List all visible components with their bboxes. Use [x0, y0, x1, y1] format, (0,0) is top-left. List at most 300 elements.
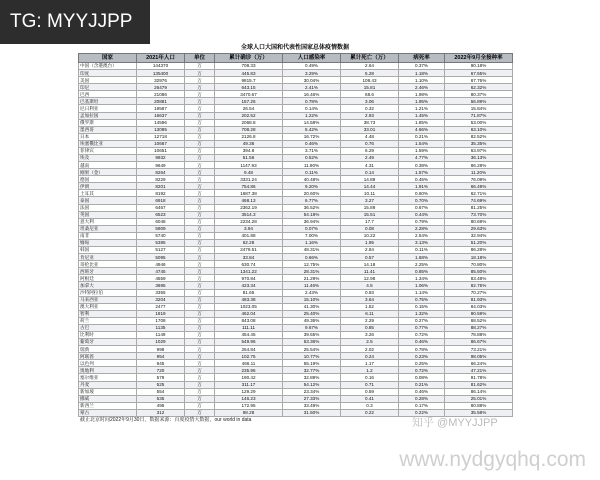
cell-country: 刚果（金）: [79, 169, 137, 176]
cell-unit: 万: [185, 324, 215, 331]
cell-fatality-rate: 0.38%: [399, 162, 445, 169]
cell-deaths: 2.5: [341, 339, 399, 346]
table-row: [79, 204, 513, 211]
cell-vaccination-rate: 66.24%: [445, 360, 513, 367]
cell-fatality-rate: 0.45%: [399, 176, 445, 183]
cell-unit: 万: [185, 275, 215, 282]
table-row: [79, 324, 513, 331]
cell-confirmed: 462.04: [215, 310, 283, 317]
cell-deaths: 4.31: [341, 162, 399, 169]
cell-confirmed: 190.42: [215, 374, 283, 381]
cell-unit: 万: [185, 133, 215, 140]
cell-population: 8201: [137, 183, 185, 190]
cell-deaths: 2.93: [341, 112, 399, 119]
cell-confirmed: 2362.19: [215, 204, 283, 211]
cell-fatality-rate: 4.77%: [399, 155, 445, 162]
cell-infection-rate: 20.60%: [283, 190, 341, 197]
cell-vaccination-rate: 88.27%: [445, 324, 513, 331]
cell-country: 葡萄牙: [79, 339, 137, 346]
cell-unit: 万: [185, 409, 215, 416]
cell-deaths: 2.29: [341, 317, 399, 324]
cell-vaccination-rate: 84.03%: [445, 303, 513, 310]
header-vaccination-rate: 2022年9月全接种率: [445, 54, 513, 63]
cell-country: 埃及: [79, 155, 137, 162]
cell-population: 26479: [137, 84, 185, 91]
cell-infection-rate: 2.41%: [283, 84, 341, 91]
table-row: [79, 310, 513, 317]
table-row: [79, 140, 513, 147]
cell-unit: 万: [185, 360, 215, 367]
table-row: [79, 91, 513, 98]
cell-infection-rate: 16.46%: [283, 91, 341, 98]
cell-confirmed: 9.48: [215, 169, 283, 176]
cell-unit: 万: [185, 84, 215, 91]
cell-infection-rate: 9.67%: [283, 324, 341, 331]
cell-population: 4946: [137, 261, 185, 268]
cell-population: 4559: [137, 275, 185, 282]
cell-unit: 万: [185, 239, 215, 246]
cell-vaccination-rate: 67.76%: [445, 77, 513, 84]
cell-population: 535: [137, 395, 185, 402]
cell-infection-rate: 0.11%: [283, 169, 341, 176]
cell-population: 6523: [137, 211, 185, 218]
cell-country: 肯尼亚: [79, 254, 137, 261]
table-row: [79, 296, 513, 303]
cell-vaccination-rate: 73.70%: [445, 211, 513, 218]
cell-deaths: 0.76: [341, 140, 399, 147]
cell-deaths: 0.41: [341, 395, 399, 402]
cell-deaths: 2.84: [341, 247, 399, 254]
cell-country: 印尼: [79, 84, 137, 91]
table-row: [79, 402, 513, 409]
cell-infection-rate: 7.00%: [283, 232, 341, 239]
cell-population: 5740: [137, 232, 185, 239]
cell-fatality-rate: 1.10%: [399, 77, 445, 84]
cell-confirmed: 3514.3: [215, 211, 283, 218]
cell-country: 以色列: [79, 360, 137, 367]
cell-country: 巴基斯坦: [79, 98, 137, 105]
cell-vaccination-rate: 90.59%: [445, 310, 513, 317]
cell-country: 阿根廷: [79, 275, 137, 282]
cell-fatality-rate: 3.13%: [399, 239, 445, 246]
cell-vaccination-rate: 86.67%: [445, 339, 513, 346]
cell-vaccination-rate: 70.80%: [445, 261, 513, 268]
cell-vaccination-rate: 15.84%: [445, 105, 513, 112]
cell-country: 印度: [79, 70, 137, 77]
cell-confirmed: 423.34: [215, 282, 283, 289]
table-row: [79, 155, 513, 162]
table-row: [79, 367, 513, 374]
cell-confirmed: 394.8: [215, 147, 283, 154]
cell-population: 554: [137, 388, 185, 395]
cell-fatality-rate: 0.46%: [399, 339, 445, 346]
cell-deaths: 3.06: [341, 98, 399, 105]
channel-tag: TG: MYYJJPP: [0, 0, 150, 44]
cell-country: 澳大利亚: [79, 303, 137, 310]
cell-fatality-rate: 1.95%: [399, 98, 445, 105]
cell-population: 2477: [137, 303, 185, 310]
cell-population: 1819: [137, 310, 185, 317]
table-title: 全球人口大国和代表性国家总体疫情数据: [240, 45, 349, 51]
table-row: [79, 331, 513, 338]
cell-confirmed: 311.17: [215, 381, 283, 388]
table-row: [79, 63, 513, 70]
cell-unit: 万: [185, 339, 215, 346]
cell-population: 19587: [137, 105, 185, 112]
cell-unit: 万: [185, 98, 215, 105]
cell-unit: 万: [185, 183, 215, 190]
cell-vaccination-rate: 63.10%: [445, 126, 513, 133]
table-row: [79, 395, 513, 402]
cell-deaths: 0.93: [341, 289, 399, 296]
cell-confirmed: 3.94: [215, 225, 283, 232]
cell-population: 1149: [137, 331, 185, 338]
table-row: [79, 317, 513, 324]
cell-confirmed: 98.28: [215, 409, 283, 416]
cell-deaths: 0.32: [341, 105, 399, 112]
table-row: [79, 239, 513, 246]
cell-fatality-rate: 0.70%: [399, 197, 445, 204]
cell-infection-rate: 32.77%: [283, 367, 341, 374]
header-fatality-rate: 病死率: [399, 54, 445, 63]
cell-population: 720: [137, 367, 185, 374]
cell-fatality-rate: 2.25%: [399, 261, 445, 268]
cell-fatality-rate: 0.79%: [399, 218, 445, 225]
cell-fatality-rate: 0.08%: [399, 374, 445, 381]
cell-confirmed: 1147.93: [215, 162, 283, 169]
cell-population: 3695: [137, 282, 185, 289]
cell-population: 1029: [137, 339, 185, 346]
cell-deaths: 10.22: [341, 232, 399, 239]
cell-infection-rate: 1.16%: [283, 239, 341, 246]
cell-fatality-rate: 0.28%: [399, 395, 445, 402]
cell-unit: 万: [185, 155, 215, 162]
cell-fatality-rate: 0.46%: [399, 388, 445, 395]
cell-vaccination-rate: 81.93%: [445, 296, 513, 303]
cell-vaccination-rate: 91.78%: [445, 374, 513, 381]
cell-fatality-rate: 0.23%: [399, 353, 445, 360]
cell-population: 9649: [137, 162, 185, 169]
cell-confirmed: 1341.22: [215, 268, 283, 275]
cell-population: 8264: [137, 169, 185, 176]
cell-country: 俄罗斯: [79, 119, 137, 126]
cell-infection-rate: 23.34%: [283, 388, 341, 395]
epidemic-table: [78, 53, 513, 417]
cell-country: 缅甸: [79, 239, 137, 246]
table-row: [79, 289, 513, 296]
cell-fatality-rate: 0.72%: [399, 367, 445, 374]
cell-fatality-rate: 0.37%: [399, 63, 445, 70]
cell-fatality-rate: 0.67%: [399, 204, 445, 211]
cell-country: 中国（含港澳台）: [79, 63, 137, 70]
cell-deaths: 0.85: [341, 324, 399, 331]
cell-unit: 万: [185, 261, 215, 268]
cell-vaccination-rate: 82.52%: [445, 133, 513, 140]
cell-country: 比利时: [79, 331, 137, 338]
cell-infection-rate: 14.58%: [283, 119, 341, 126]
cell-unit: 万: [185, 296, 215, 303]
cell-vaccination-rate: 76.09%: [445, 176, 513, 183]
table-row: [79, 261, 513, 268]
cell-infection-rate: 11.46%: [283, 282, 341, 289]
cell-infection-rate: 9.20%: [283, 183, 341, 190]
cell-deaths: 0.08: [341, 225, 399, 232]
cell-population: 312: [137, 409, 185, 416]
cell-fatality-rate: 1.21%: [399, 105, 445, 112]
cell-deaths: 15.51: [341, 211, 399, 218]
cell-unit: 万: [185, 211, 215, 218]
cell-confirmed: 254.84: [215, 346, 283, 353]
cell-population: 525: [137, 381, 185, 388]
cell-deaths: 0.22: [341, 409, 399, 416]
cell-infection-rate: 32.89%: [283, 374, 341, 381]
cell-vaccination-rate: 62.71%: [445, 190, 513, 197]
cell-confirmed: 1023.05: [215, 303, 283, 310]
cell-vaccination-rate: 80.88%: [445, 402, 513, 409]
cell-confirmed: 172.95: [215, 402, 283, 409]
cell-infection-rate: 25.54%: [283, 346, 341, 353]
cell-population: 8192: [137, 190, 185, 197]
cell-fatality-rate: 0.25%: [399, 360, 445, 367]
cell-unit: 万: [185, 303, 215, 310]
cell-vaccination-rate: 67.55%: [445, 70, 513, 77]
cell-unit: 万: [185, 254, 215, 261]
cell-deaths: 15.81: [341, 84, 399, 91]
footnote: 截止北京时间2022年9月30日，数据来源：百度疫情大数据，our world in data: [80, 416, 252, 423]
header-infection-rate: 人口感染率: [283, 54, 341, 63]
table-row: [79, 303, 513, 310]
cell-country: 瑞典: [79, 346, 137, 353]
cell-confirmed: 102.75: [215, 353, 283, 360]
cell-infection-rate: 53.36%: [283, 339, 341, 346]
cell-confirmed: 235.95: [215, 367, 283, 374]
cell-confirmed: 62.28: [215, 239, 283, 246]
cell-confirmed: 33.84: [215, 254, 283, 261]
cell-confirmed: 9815.7: [215, 77, 283, 84]
cell-vaccination-rate: 81.62%: [445, 381, 513, 388]
cell-deaths: 6.11: [341, 310, 399, 317]
table-row: [79, 183, 513, 190]
cell-unit: 万: [185, 310, 215, 317]
cell-vaccination-rate: 36.13%: [445, 155, 513, 162]
cell-infection-rate: 0.66%: [283, 254, 341, 261]
cell-unit: 万: [185, 70, 215, 77]
cell-population: 579: [137, 374, 185, 381]
cell-country: 越南: [79, 162, 137, 169]
cell-vaccination-rate: 86.28%: [445, 162, 513, 169]
cell-deaths: 5.28: [341, 70, 399, 77]
cell-confirmed: 129.29: [215, 388, 283, 395]
cell-unit: 万: [185, 197, 215, 204]
cell-fatality-rate: 0.22%: [399, 409, 445, 416]
cell-vaccination-rate: 82.75%: [445, 282, 513, 289]
cell-infection-rate: 10.77%: [283, 353, 341, 360]
cell-deaths: 2.64: [341, 63, 399, 70]
cell-confirmed: 708.33: [215, 63, 283, 70]
cell-fatality-rate: 1.32%: [399, 310, 445, 317]
table-row: [79, 388, 513, 395]
cell-population: 1708: [137, 317, 185, 324]
cell-population: 32976: [137, 77, 185, 84]
table-row: [79, 218, 513, 225]
cell-deaths: 14.89: [341, 176, 399, 183]
cell-vaccination-rate: 81.25%: [445, 204, 513, 211]
cell-country: 意大利: [79, 218, 137, 225]
table-row: [79, 119, 513, 126]
cell-fatality-rate: 1.98%: [399, 91, 445, 98]
cell-population: 3204: [137, 296, 185, 303]
cell-infection-rate: 1.22%: [283, 112, 341, 119]
cell-unit: 万: [185, 225, 215, 232]
cell-unit: 万: [185, 388, 215, 395]
cell-country: 巴西: [79, 91, 137, 98]
cell-vaccination-rate: 11.20%: [445, 169, 513, 176]
cell-country: 孟加拉国: [79, 112, 137, 119]
cell-fatality-rate: 2.28%: [399, 225, 445, 232]
table-row: [79, 105, 513, 112]
cell-unit: 万: [185, 126, 215, 133]
cell-fatality-rate: 1.85%: [399, 119, 445, 126]
cell-infection-rate: 33.49%: [283, 402, 341, 409]
cell-fatality-rate: 1.57%: [399, 169, 445, 176]
cell-infection-rate: 0.46%: [283, 140, 341, 147]
cell-unit: 万: [185, 147, 215, 154]
cell-deaths: 1.2: [341, 367, 399, 374]
table-row: [79, 70, 513, 77]
cell-fatality-rate: 0.85%: [399, 268, 445, 275]
cell-population: 8229: [137, 176, 185, 183]
cell-confirmed: 49.36: [215, 140, 283, 147]
table-row: [79, 374, 513, 381]
cell-unit: 万: [185, 381, 215, 388]
cell-country: 韩国: [79, 247, 137, 254]
cell-country: 美国: [79, 77, 137, 84]
cell-infection-rate: 3.71%: [283, 147, 341, 154]
cell-infection-rate: 5.42%: [283, 126, 341, 133]
cell-confirmed: 466.11: [215, 360, 283, 367]
table-row: [79, 275, 513, 282]
cell-infection-rate: 25.40%: [283, 310, 341, 317]
table-row: [79, 247, 513, 254]
cell-population: 5127: [137, 247, 185, 254]
cell-country: 尼日利亚: [79, 105, 137, 112]
table-row: [79, 254, 513, 261]
cell-unit: 万: [185, 353, 215, 360]
cell-fatality-rate: 1.54%: [399, 140, 445, 147]
cell-infection-rate: 31.50%: [283, 409, 341, 416]
cell-unit: 万: [185, 268, 215, 275]
cell-vaccination-rate: 83.48%: [445, 275, 513, 282]
table-row: [79, 112, 513, 119]
cell-unit: 万: [185, 190, 215, 197]
cell-country: 智利: [79, 310, 137, 317]
cell-population: 21086: [137, 91, 185, 98]
cell-vaccination-rate: 98.05%: [445, 353, 513, 360]
cell-fatality-rate: 0.77%: [399, 324, 445, 331]
cell-unit: 万: [185, 140, 215, 147]
cell-vaccination-rate: 80.69%: [445, 218, 513, 225]
cell-deaths: 1.52: [341, 303, 399, 310]
cell-unit: 万: [185, 346, 215, 353]
cell-infection-rate: 36.52%: [283, 204, 341, 211]
table-row: [79, 162, 513, 169]
watermark-inline: 知乎 @MYYJJPP: [412, 417, 498, 429]
table-row: [79, 346, 513, 353]
cell-deaths: 0.16: [341, 374, 399, 381]
cell-unit: 万: [185, 77, 215, 84]
cell-vaccination-rate: 85.50%: [445, 268, 513, 275]
cell-infection-rate: 40.48%: [283, 176, 341, 183]
cell-infection-rate: 0.52%: [283, 155, 341, 162]
cell-deaths: 2.02: [341, 346, 399, 353]
cell-infection-rate: 36.94%: [283, 218, 341, 225]
cell-population: 16637: [137, 112, 185, 119]
header-country: 国家: [79, 54, 137, 63]
cell-vaccination-rate: 51.20%: [445, 239, 513, 246]
cell-fatality-rate: 1.06%: [399, 282, 445, 289]
cell-country: 埃塞俄比亚: [79, 140, 137, 147]
header-population: 2021年人口: [137, 54, 185, 63]
cell-vaccination-rate: 74.69%: [445, 197, 513, 204]
cell-infection-rate: 30.04%: [283, 77, 341, 84]
cell-deaths: 17.7: [341, 218, 399, 225]
cell-infection-rate: 48.31%: [283, 247, 341, 254]
cell-unit: 万: [185, 169, 215, 176]
cell-population: 6918: [137, 197, 185, 204]
cell-deaths: 3.27: [341, 197, 399, 204]
cell-deaths: 1.95: [341, 239, 399, 246]
cell-vaccination-rate: 80.37%: [445, 91, 513, 98]
cell-fatality-rate: 1.45%: [399, 112, 445, 119]
cell-confirmed: 549.96: [215, 339, 283, 346]
cell-unit: 万: [185, 218, 215, 225]
cell-fatality-rate: 0.11%: [399, 247, 445, 254]
cell-deaths: 0.57: [341, 254, 399, 261]
cell-country: 塞尔维亚: [79, 374, 137, 381]
cell-population: 954: [137, 353, 185, 360]
cell-confirmed: 2234.28: [215, 218, 283, 225]
cell-deaths: 15.89: [341, 204, 399, 211]
cell-deaths: 4.5: [341, 282, 399, 289]
cell-deaths: 11.41: [341, 268, 399, 275]
cell-country: 荷兰: [79, 317, 137, 324]
cell-vaccination-rate: 86.14%: [445, 388, 513, 395]
cell-unit: 万: [185, 317, 215, 324]
cell-infection-rate: 0.14%: [283, 105, 341, 112]
header-deaths: 累计死亡（万）: [341, 54, 399, 63]
cell-population: 14596: [137, 119, 185, 126]
cell-infection-rate: 39.55%: [283, 331, 341, 338]
cell-infection-rate: 0.49%: [283, 63, 341, 70]
cell-deaths: 3.26: [341, 331, 399, 338]
table-row: [79, 169, 513, 176]
table-row: [79, 232, 513, 239]
cell-confirmed: 843.08: [215, 317, 283, 324]
cell-confirmed: 26.54: [215, 105, 283, 112]
cell-infection-rate: 15.10%: [283, 296, 341, 303]
cell-confirmed: 754.86: [215, 183, 283, 190]
cell-infection-rate: 41.30%: [283, 303, 341, 310]
cell-fatality-rate: 0.17%: [399, 402, 445, 409]
cell-deaths: 3.64: [341, 296, 399, 303]
cell-infection-rate: 54.12%: [283, 381, 341, 388]
cell-unit: 万: [185, 63, 215, 70]
cell-deaths: 33.01: [341, 126, 399, 133]
cell-confirmed: 3470.67: [215, 91, 283, 98]
cell-deaths: 4.48: [341, 133, 399, 140]
cell-population: 6048: [137, 218, 185, 225]
cell-vaccination-rate: 73.21%: [445, 346, 513, 353]
